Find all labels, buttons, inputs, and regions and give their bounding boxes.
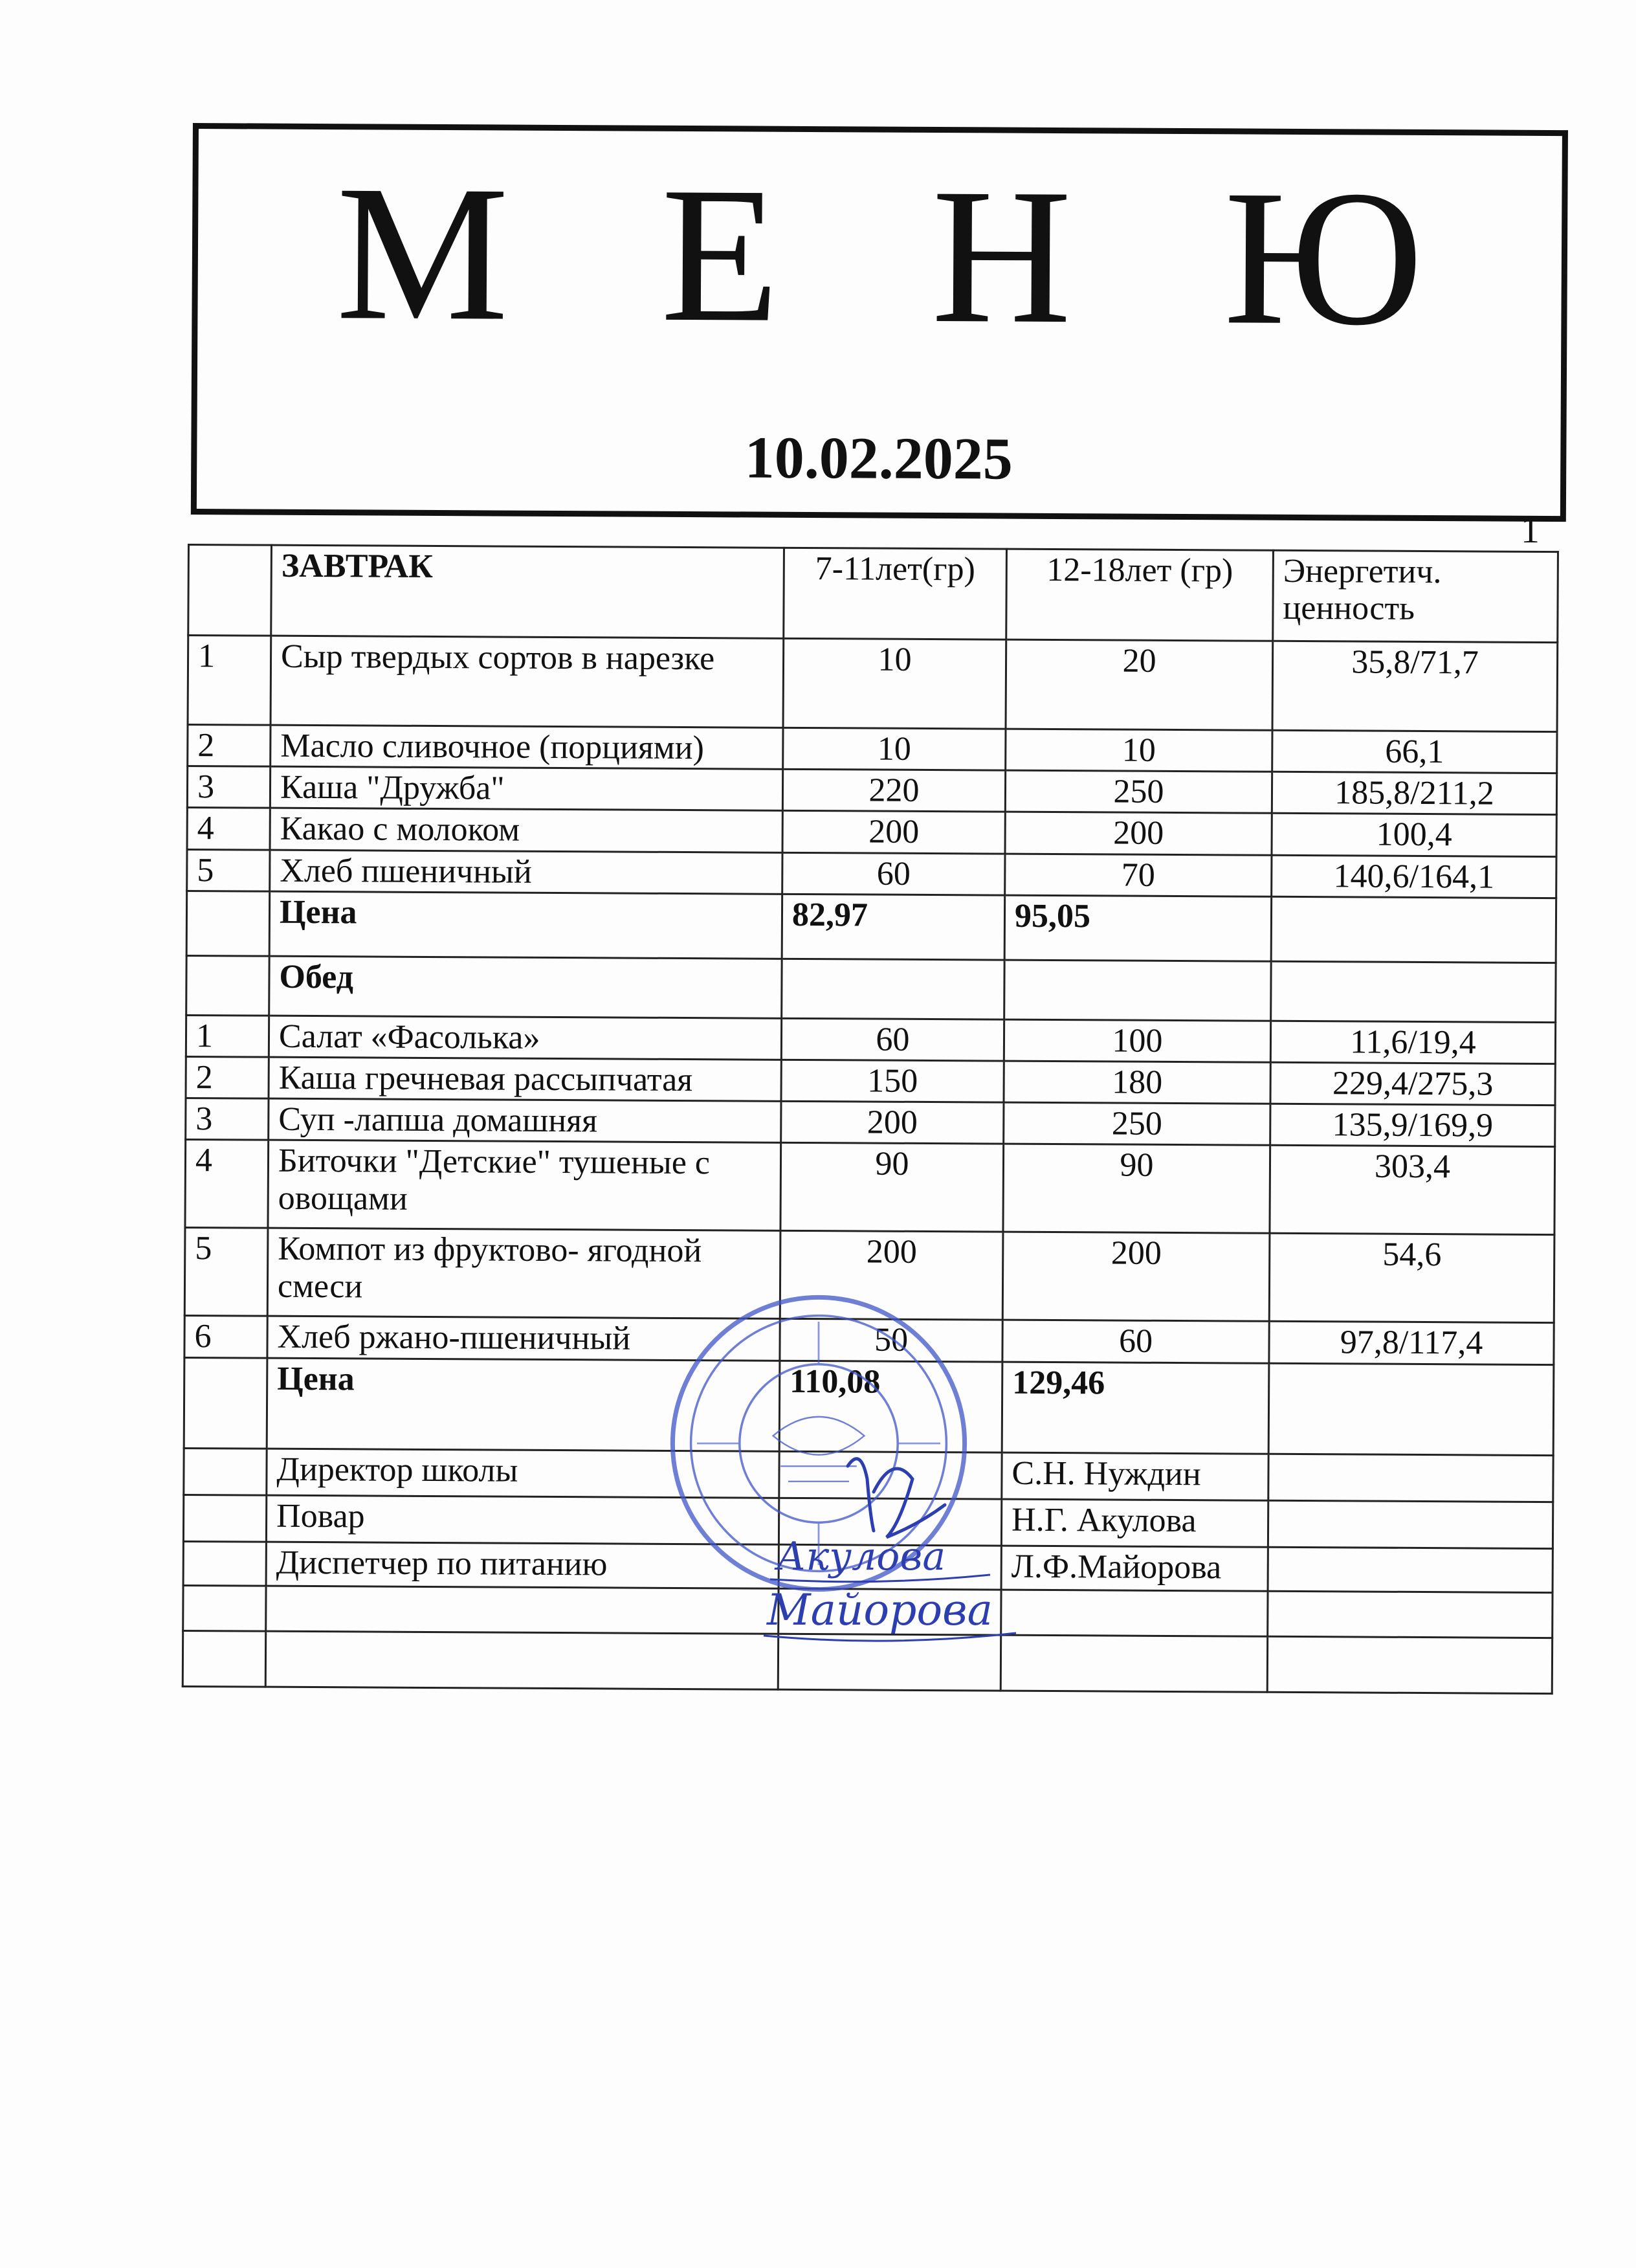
signature-role: Повар <box>266 1495 779 1544</box>
energy-value: 135,9/169,9 <box>1270 1104 1555 1146</box>
dish-name: Салат «Фасолька» <box>269 1016 781 1060</box>
cook-signature-text: Акулова <box>777 1534 946 1579</box>
table-row <box>186 1015 1555 1063</box>
portion-7-11: 50 <box>780 1319 1002 1362</box>
price-12-18: 129,46 <box>1002 1362 1269 1454</box>
dish-name: Компот из фруктово- ягодной смеси <box>267 1228 780 1318</box>
table-cell <box>778 1634 1000 1691</box>
portion-12-18: 250 <box>1004 1102 1270 1145</box>
table-cell <box>188 545 272 636</box>
table-cell <box>1268 1363 1554 1455</box>
table-cell <box>1000 1635 1267 1692</box>
price-7-11: 82,97 <box>782 894 1005 960</box>
table-cell <box>266 1586 779 1634</box>
signature-row <box>184 1448 1553 1502</box>
price-7-11: 110,08 <box>779 1361 1002 1452</box>
table-cell <box>1268 1454 1553 1502</box>
portion-7-11: 220 <box>782 770 1005 812</box>
energy-value: 35,8/71,7 <box>1272 641 1558 731</box>
portion-12-18: 70 <box>1005 854 1272 896</box>
dispatcher-signature-text: Майорова <box>767 1585 993 1635</box>
portion-12-18: 10 <box>1006 729 1272 772</box>
table-cell <box>186 891 270 956</box>
table-cell <box>779 1498 1001 1546</box>
table-cell <box>1268 1591 1553 1638</box>
table-row <box>187 766 1556 815</box>
dish-name: Какао с молоком <box>270 808 782 852</box>
table-cell <box>183 1585 266 1631</box>
portion-7-11: 60 <box>781 1018 1004 1061</box>
menu-table <box>182 544 1559 1695</box>
row-number: 2 <box>188 725 271 767</box>
table-cell <box>782 959 1004 1019</box>
energy-value: 11,6/19,4 <box>1270 1021 1555 1063</box>
row-number: 3 <box>186 1098 269 1140</box>
table-row <box>188 636 1558 732</box>
row-number: 2 <box>186 1056 269 1098</box>
table-header-row <box>188 545 1558 643</box>
dish-name: Хлеб пшеничный <box>270 850 782 894</box>
dish-name: Суп -лапша домашняя <box>269 1098 781 1142</box>
portion-7-11: 200 <box>781 1101 1004 1144</box>
signature-name: С.Н. Нуждин <box>1002 1452 1268 1500</box>
portion-7-11: 200 <box>780 1231 1003 1320</box>
portion-12-18: 200 <box>1005 812 1272 854</box>
table-row <box>184 1228 1554 1323</box>
column-header-7-11: 7-11лет(гр) <box>784 548 1007 639</box>
table-row <box>183 1585 1553 1638</box>
signature-name: Л.Ф.Майорова <box>1001 1546 1268 1591</box>
table-cell <box>1271 961 1556 1022</box>
table-cell <box>186 955 269 1016</box>
dish-name: Сыр твердых сортов в нарезке <box>271 636 784 728</box>
price-row-lunch <box>184 1357 1554 1455</box>
energy-value: 229,4/275,3 <box>1270 1062 1555 1105</box>
row-number: 6 <box>184 1316 267 1358</box>
energy-value: 185,8/211,2 <box>1272 772 1556 814</box>
portion-7-11: 10 <box>783 728 1006 770</box>
portion-12-18: 250 <box>1005 770 1272 813</box>
table-cell <box>1268 1500 1553 1548</box>
page-number: 1 <box>1521 509 1540 551</box>
portion-7-11: 10 <box>783 638 1006 729</box>
signature-name: Н.Г. Акулова <box>1001 1499 1268 1547</box>
energy-value: 66,1 <box>1272 730 1557 773</box>
table-cell <box>1268 1547 1553 1592</box>
table-cell <box>1004 960 1271 1021</box>
table-cell <box>1271 896 1556 962</box>
portion-12-18: 90 <box>1003 1144 1270 1233</box>
price-label: Цена <box>267 1358 780 1451</box>
portion-7-11: 60 <box>782 852 1005 895</box>
signature-role: Директор школы <box>267 1449 779 1498</box>
table-cell <box>184 1448 267 1495</box>
row-number: 5 <box>184 1228 268 1317</box>
portion-7-11: 90 <box>780 1143 1004 1232</box>
table-row <box>184 1316 1554 1364</box>
price-row-breakfast <box>186 891 1556 962</box>
row-number: 1 <box>188 636 271 726</box>
column-header-12-18: 12-18лет (гр) <box>1006 549 1274 641</box>
table-row <box>182 1630 1552 1693</box>
row-number: 5 <box>187 849 270 891</box>
breakfast-title: ЗАВТРАК <box>271 545 784 638</box>
table-row <box>188 725 1557 773</box>
price-label: Цена <box>269 891 782 959</box>
table-cell <box>1001 1590 1268 1636</box>
energy-value: 97,8/117,4 <box>1269 1322 1554 1364</box>
table-cell <box>184 1357 267 1449</box>
table-cell <box>183 1495 266 1542</box>
dish-name: Каша "Дружба" <box>270 766 782 810</box>
dish-name: Масло сливочное (порциями) <box>271 725 783 769</box>
dish-name: Биточки "Детские" тушеные с овощами <box>268 1140 781 1230</box>
row-number: 1 <box>186 1015 269 1057</box>
portion-12-18: 100 <box>1004 1019 1270 1062</box>
portion-12-18: 180 <box>1004 1061 1270 1104</box>
signature-role: Диспетчер по питанию <box>266 1542 779 1588</box>
signature-row <box>183 1541 1553 1592</box>
column-header-energy: Энергетич. ценность <box>1273 550 1558 642</box>
lunch-title: Обед <box>269 956 782 1018</box>
table-row <box>185 1140 1555 1235</box>
signature-row <box>183 1495 1553 1548</box>
table-cell <box>1267 1636 1552 1693</box>
energy-value: 303,4 <box>1270 1146 1555 1235</box>
dish-name: Каша гречневая рассыпчатая <box>269 1057 781 1101</box>
menu-title: М Е Н Ю <box>335 145 1476 366</box>
lunch-header-row <box>186 955 1556 1022</box>
table-row <box>187 808 1556 856</box>
energy-value: 140,6/164,1 <box>1272 855 1556 898</box>
energy-value: 54,6 <box>1269 1234 1554 1323</box>
menu-date: 10.02.2025 <box>744 424 1013 492</box>
table-cell <box>779 1451 1002 1499</box>
price-12-18: 95,05 <box>1004 895 1272 961</box>
table-cell <box>265 1631 778 1689</box>
row-number: 3 <box>187 766 270 808</box>
table-row <box>186 1098 1555 1147</box>
dish-name: Хлеб ржано-пшеничный <box>267 1316 780 1360</box>
portion-12-18: 20 <box>1006 639 1273 730</box>
portion-7-11: 200 <box>782 811 1005 854</box>
table-row <box>186 1056 1555 1105</box>
table-cell <box>182 1630 265 1687</box>
portion-12-18: 60 <box>1002 1320 1269 1362</box>
table-row <box>187 849 1556 898</box>
row-number: 4 <box>187 808 270 850</box>
portion-12-18: 200 <box>1002 1232 1270 1321</box>
title-box <box>191 123 1568 522</box>
table-cell <box>183 1541 266 1586</box>
table-cell <box>779 1588 1001 1635</box>
portion-7-11: 150 <box>781 1060 1004 1102</box>
energy-value: 100,4 <box>1272 814 1556 856</box>
table-cell <box>779 1544 1001 1590</box>
row-number: 4 <box>185 1140 269 1228</box>
